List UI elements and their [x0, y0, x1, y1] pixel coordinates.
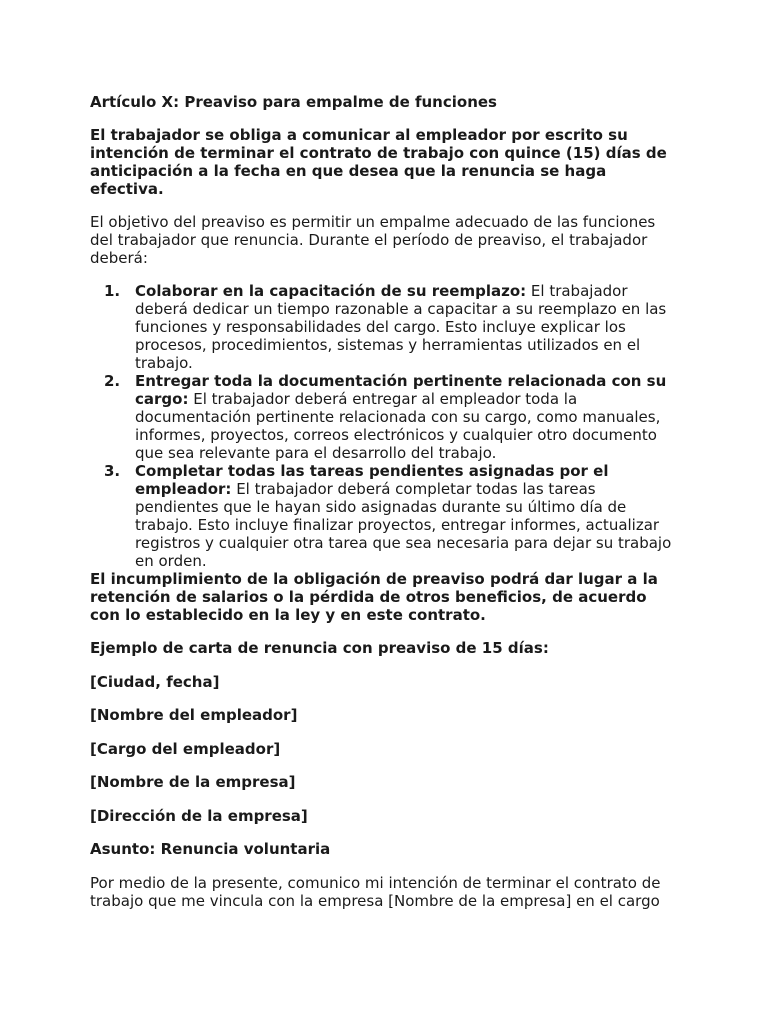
- list-item-number: 3.: [104, 462, 121, 480]
- duties-list: [90, 282, 678, 570]
- list-item-number: 2.: [104, 372, 121, 390]
- letter-field-city-date: [Ciudad, fecha]: [90, 672, 220, 691]
- list-item-heading: Entregar toda la documentación pertinente relacionada con su cargo:: [135, 372, 667, 408]
- article-title: Artículo X: Preaviso para empalme de funciones: [90, 93, 497, 111]
- objective-paragraph: El objetivo del preaviso es permitir un empalme adecuado de las funciones del trabajador que renuncia. Durante el período de preaviso, el trabajador deberá:: [90, 213, 656, 267]
- letter-body-paragraph: Por medio de la presente, comunico mi intención de terminar el contrato de trabajo que me vincula con la empresa [Nombre de la empresa] en el cargo: [90, 873, 661, 910]
- list-item: [90, 462, 678, 570]
- list-item-body: [135, 282, 678, 372]
- list-item-body: [135, 372, 678, 462]
- list-item-heading: Colaborar en la capacitación de su reemplazo:: [135, 282, 527, 300]
- letter-field-employer-name: [Nombre del empleador]: [90, 706, 298, 724]
- letter-field-company-address: [Dirección de la empresa]: [90, 806, 308, 825]
- list-item: [90, 372, 678, 462]
- list-item-text: El trabajador deberá dedicar un tiempo razonable a capacitar a su reemplazo en las funciones y responsabilidades del cargo. Esto incluye explicar los procesos, procedimientos, sistemas y herramientas utilizados en el trabajo.: [135, 282, 667, 372]
- obligation-paragraph: El trabajador se obliga a comunicar al empleador por escrito su intención de terminar el contrato de trabajo con quince (15) días de anticipación a la fecha en que desea que la renuncia se haga efectiva.: [90, 126, 667, 198]
- example-heading: Ejemplo de carta de renuncia con preaviso de 15 días:: [90, 639, 549, 657]
- letter-field-company-name: [Nombre de la empresa]: [90, 773, 296, 791]
- letter-subject: Asunto: Renuncia voluntaria: [90, 840, 331, 858]
- breach-paragraph: El incumplimiento de la obligación de preaviso podrá dar lugar a la retención de salarios o la pérdida de otros beneficios, de acuerdo con lo establecido en la ley y en este contrato.: [90, 570, 658, 624]
- letter-field-employer-position: [Cargo del empleador]: [90, 739, 281, 758]
- list-item-text: El trabajador deberá entregar al empleador toda la documentación pertinente relacionada con su cargo, como manuales, informes, proyectos, correos electrónicos y cualquier otro documento que sea relevante para el desarrollo del trabajo.: [135, 390, 661, 462]
- list-item-body: [135, 462, 678, 570]
- list-item-heading: Completar todas las tareas pendientes asignadas por el empleador:: [135, 462, 609, 498]
- list-item-number: 1.: [104, 282, 121, 300]
- list-item-text: El trabajador deberá completar todas las tareas pendientes que le hayan sido asignadas durante su último día de trabajo. Esto incluye finalizar proyectos, entregar informes, actualizar registros y cualquier otra tarea que sea necesaria para dejar su trabajo en orden.: [135, 480, 672, 570]
- list-item: [90, 282, 678, 372]
